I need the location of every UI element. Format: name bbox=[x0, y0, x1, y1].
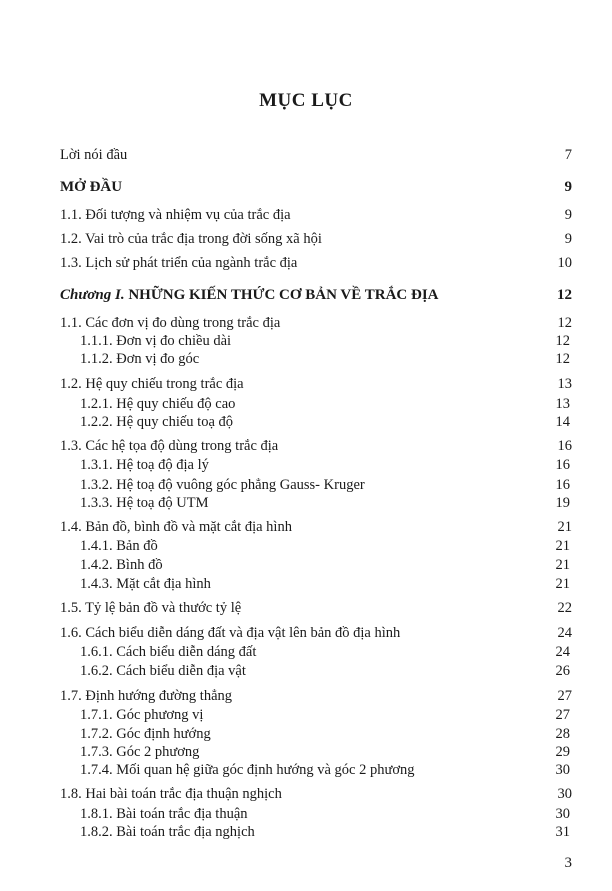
toc-entry-page: 30 bbox=[555, 762, 570, 778]
toc-subentry[interactable] bbox=[0, 743, 612, 761]
toc-subentry[interactable] bbox=[0, 662, 612, 680]
toc-entry[interactable] bbox=[0, 624, 612, 642]
toc-chapter-heading[interactable] bbox=[0, 286, 612, 304]
toc-subentry[interactable] bbox=[0, 476, 612, 494]
toc-entry-page: 30 bbox=[557, 786, 572, 802]
toc-subentry[interactable] bbox=[0, 706, 612, 724]
toc-entry-title: MỞ ĐẦU bbox=[60, 179, 123, 195]
toc-entry-title: 1.8.1. Bài toán trắc địa thuận bbox=[80, 806, 248, 822]
toc-entry-title: 1.2. Hệ quy chiếu trong trắc địa bbox=[60, 376, 244, 392]
toc-entry-page: 14 bbox=[555, 414, 570, 430]
toc-entry-title: NHỮNG KIẾN THỨC CƠ BẢN VỀ TRẮC ĐỊA bbox=[128, 287, 439, 303]
toc-entry[interactable] bbox=[0, 146, 612, 164]
toc-entry-title: 1.6.1. Cách biểu diễn dáng đất bbox=[80, 644, 257, 660]
toc-entry-page: 12 bbox=[557, 287, 572, 303]
toc-entry-page: 27 bbox=[557, 688, 572, 704]
toc-entry-page: 21 bbox=[555, 557, 570, 573]
toc-entry-title: 1.4.1. Bản đồ bbox=[80, 538, 158, 554]
toc-entry-title: 1.3. Lịch sử phát triển của ngành trắc địa bbox=[60, 255, 298, 271]
toc-entry-title: 1.1.1. Đơn vị đo chiều dài bbox=[80, 333, 232, 349]
toc-entry-title: 1.1. Đối tượng và nhiệm vụ của trắc địa bbox=[60, 207, 291, 223]
toc-subentry[interactable] bbox=[0, 537, 612, 555]
toc-entry-title: 1.8.2. Bài toán trắc địa nghịch bbox=[80, 824, 255, 840]
toc-entry-title: 1.7.2. Góc định hướng bbox=[80, 726, 211, 742]
toc-section-heading[interactable] bbox=[0, 178, 612, 196]
toc-entry-page: 30 bbox=[555, 806, 570, 822]
toc-subentry[interactable] bbox=[0, 575, 612, 593]
page-number: 3 bbox=[564, 855, 572, 871]
toc-entry-page: 16 bbox=[557, 438, 572, 454]
toc-subentry[interactable] bbox=[0, 725, 612, 743]
toc-entry-title: 1.5. Tỷ lệ bản đồ và thước tỷ lệ bbox=[60, 600, 242, 616]
toc-entry[interactable] bbox=[0, 687, 612, 705]
toc-entry-title: Lời nói đầu bbox=[60, 147, 128, 163]
toc-entry-page: 28 bbox=[555, 726, 570, 742]
toc-entry-title: 1.7.1. Góc phương vị bbox=[80, 707, 204, 723]
toc-entry[interactable] bbox=[0, 599, 612, 617]
toc-entry-page: 27 bbox=[555, 707, 570, 723]
toc-entry-title: 1.4. Bản đồ, bình đồ và mặt cắt địa hình bbox=[60, 519, 292, 535]
toc-subentry[interactable] bbox=[0, 805, 612, 823]
toc-entry-page: 29 bbox=[555, 744, 570, 760]
toc-entry-title: 1.8. Hai bài toán trắc địa thuận nghịch bbox=[60, 786, 282, 802]
toc-subentry[interactable] bbox=[0, 761, 612, 779]
toc-entry[interactable] bbox=[0, 518, 612, 536]
toc-entry-title: 1.3.2. Hệ toạ độ vuông góc phẳng Gauss- Kruger bbox=[80, 477, 365, 493]
toc-entry-title: 1.3.3. Hệ toạ độ UTM bbox=[80, 495, 209, 511]
toc-entry-title: 1.7. Định hướng đường thẳng bbox=[60, 688, 233, 704]
toc-subentry[interactable] bbox=[0, 643, 612, 661]
toc-entry-title: 1.2.2. Hệ quy chiếu toạ độ bbox=[80, 414, 234, 430]
chapter-prefix: Chương I. bbox=[60, 287, 125, 303]
toc-entry-title: 1.2.1. Hệ quy chiếu độ cao bbox=[80, 396, 236, 412]
toc-entry-title: 1.3. Các hệ tọa độ dùng trong trắc địa bbox=[60, 438, 279, 454]
toc-entry[interactable] bbox=[0, 785, 612, 803]
toc-entry-page: 21 bbox=[555, 538, 570, 554]
toc-entry-title: 1.3.1. Hệ toạ độ địa lý bbox=[80, 457, 209, 473]
page-title: MỤC LỤC bbox=[259, 90, 353, 111]
toc-entry-page: 12 bbox=[555, 351, 570, 367]
toc-subentry[interactable] bbox=[0, 332, 612, 350]
toc-entry-title: 1.1. Các đơn vị đo dùng trong trắc địa bbox=[60, 315, 281, 331]
toc-subentry[interactable] bbox=[0, 494, 612, 512]
toc-entry-page: 24 bbox=[555, 644, 570, 660]
toc-entry-page: 16 bbox=[555, 457, 570, 473]
toc-entry-page: 12 bbox=[555, 333, 570, 349]
toc-entry[interactable] bbox=[0, 375, 612, 393]
toc-entry-title: 1.4.3. Mặt cắt địa hình bbox=[80, 576, 211, 592]
toc-entry-page: 22 bbox=[557, 600, 572, 616]
toc-entry-page: 24 bbox=[557, 625, 572, 641]
toc-entry-page: 9 bbox=[564, 207, 572, 223]
toc-entry[interactable] bbox=[0, 437, 612, 455]
toc-entry-page: 21 bbox=[555, 576, 570, 592]
toc-subentry[interactable] bbox=[0, 456, 612, 474]
toc-entry-page: 13 bbox=[557, 376, 572, 392]
toc-entry-page: 26 bbox=[555, 663, 570, 679]
toc-entry-page: 10 bbox=[557, 255, 572, 271]
toc-entry-title: 1.6.2. Cách biểu diễn địa vật bbox=[80, 663, 246, 679]
toc-entry-page: 7 bbox=[564, 147, 572, 163]
toc-entry-page: 9 bbox=[564, 179, 572, 195]
toc-entry[interactable] bbox=[0, 314, 612, 332]
toc-entry-page: 19 bbox=[555, 495, 570, 511]
toc-entry-page: 31 bbox=[555, 824, 570, 840]
toc-entry[interactable] bbox=[0, 254, 612, 272]
toc-entry-title: 1.7.3. Góc 2 phương bbox=[80, 744, 200, 760]
toc-entry-page: 12 bbox=[557, 315, 572, 331]
toc-entry-page: 13 bbox=[555, 396, 570, 412]
toc-entry-title: 1.4.2. Bình đồ bbox=[80, 557, 163, 573]
toc-entry-page: 21 bbox=[557, 519, 572, 535]
toc-entry[interactable] bbox=[0, 230, 612, 248]
toc-entry[interactable] bbox=[0, 206, 612, 224]
toc-entry-title: 1.2. Vai trò của trắc địa trong đời sống xã hội bbox=[60, 231, 322, 247]
toc-entry-title: 1.1.2. Đơn vị đo góc bbox=[80, 351, 200, 367]
toc-subentry[interactable] bbox=[0, 823, 612, 841]
toc-subentry[interactable] bbox=[0, 413, 612, 431]
toc-subentry[interactable] bbox=[0, 350, 612, 368]
toc-entry-page: 9 bbox=[564, 231, 572, 247]
toc-entry-title: 1.6. Cách biểu diễn dáng đất và địa vật lên bản đồ địa hình bbox=[60, 625, 401, 641]
toc-subentry[interactable] bbox=[0, 556, 612, 574]
toc-entry-page: 16 bbox=[555, 477, 570, 493]
toc-subentry[interactable] bbox=[0, 395, 612, 413]
toc-entry-title: 1.7.4. Mối quan hệ giữa góc định hướng và góc 2 phương bbox=[80, 762, 415, 778]
